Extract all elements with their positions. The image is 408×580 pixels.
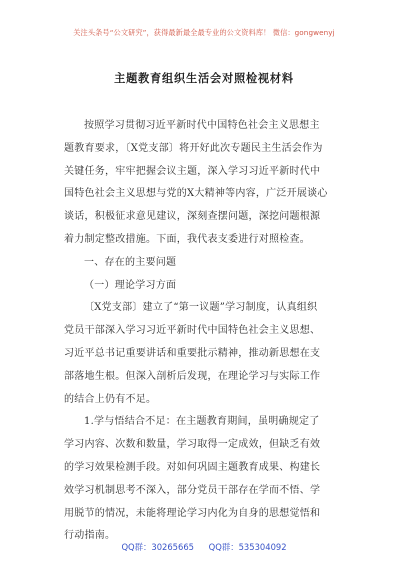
header-promo-note: 关注头条号“公文研究”，获得最新最全最专业的公文资料库！ 微信：gongwenyj — [73, 28, 335, 37]
body-line: 按照学习贯彻习近平新时代中国特色社会主义思想主 — [84, 120, 320, 131]
body-line: 学习内容、次数和数量，学习取得一定成效，但缺乏有效 — [64, 439, 321, 451]
body-line: 国特色社会主义思想与党的X大精神等内容，广泛开展谈心 — [64, 188, 328, 200]
body-line: 党员干部深入学习习近平新时代中国特色社会主义思想、 — [64, 325, 321, 337]
body-line: 行动指南。 — [64, 530, 116, 542]
body-line: 用脱节的情况，未能将理论学习内化为自身的思想觉悟和 — [64, 507, 321, 519]
footer-qq-group-1: QQ群：30265665 — [121, 542, 194, 552]
body-line: 〔X党支部〕建立了“第一议题”学习制度，认真组织 — [84, 302, 318, 314]
footer-contact — [0, 541, 408, 553]
body-line: 1.学与悟结合不足：在主题教育期间，虽明确规定了 — [84, 416, 320, 428]
body-line: 谈话，积极征求意见建议，深刻查摆问题，深挖问题根源 — [64, 211, 321, 223]
body-line: 部落地生根。但深入剖析后发现，在理论学习与实际工作 — [64, 370, 321, 382]
document-body — [64, 115, 354, 548]
body-line: 着力制定整改措施。下面，我代表支委进行对照检查。 — [64, 233, 310, 245]
document-title: 主题教育组织生活会对照检视材料 — [114, 71, 294, 85]
body-line: 关键任务，牢牢把握会议主题，深入学习习近平新时代中 — [64, 165, 321, 177]
body-line: 习近平总书记重要讲话和重要批示精神，推动新思想在支 — [64, 347, 321, 359]
body-line: 的学习效果检测手段。对如何巩固主题教育成果、构建长 — [64, 461, 321, 473]
body-line: 题教育要求，〔X党支部〕将开好此次专题民主生活会作为 — [64, 142, 323, 154]
body-line: 效学习机制思考不深入，部分党员干部存在学而不悟、学 — [64, 484, 321, 496]
body-line: 的结合上仍有不足。 — [64, 393, 157, 405]
section-heading: 一、存在的主要问题 — [84, 256, 177, 268]
subsection-heading: （一）理论学习方面 — [84, 279, 177, 291]
footer-qq-group-2: QQ群：535304092 — [208, 542, 287, 552]
